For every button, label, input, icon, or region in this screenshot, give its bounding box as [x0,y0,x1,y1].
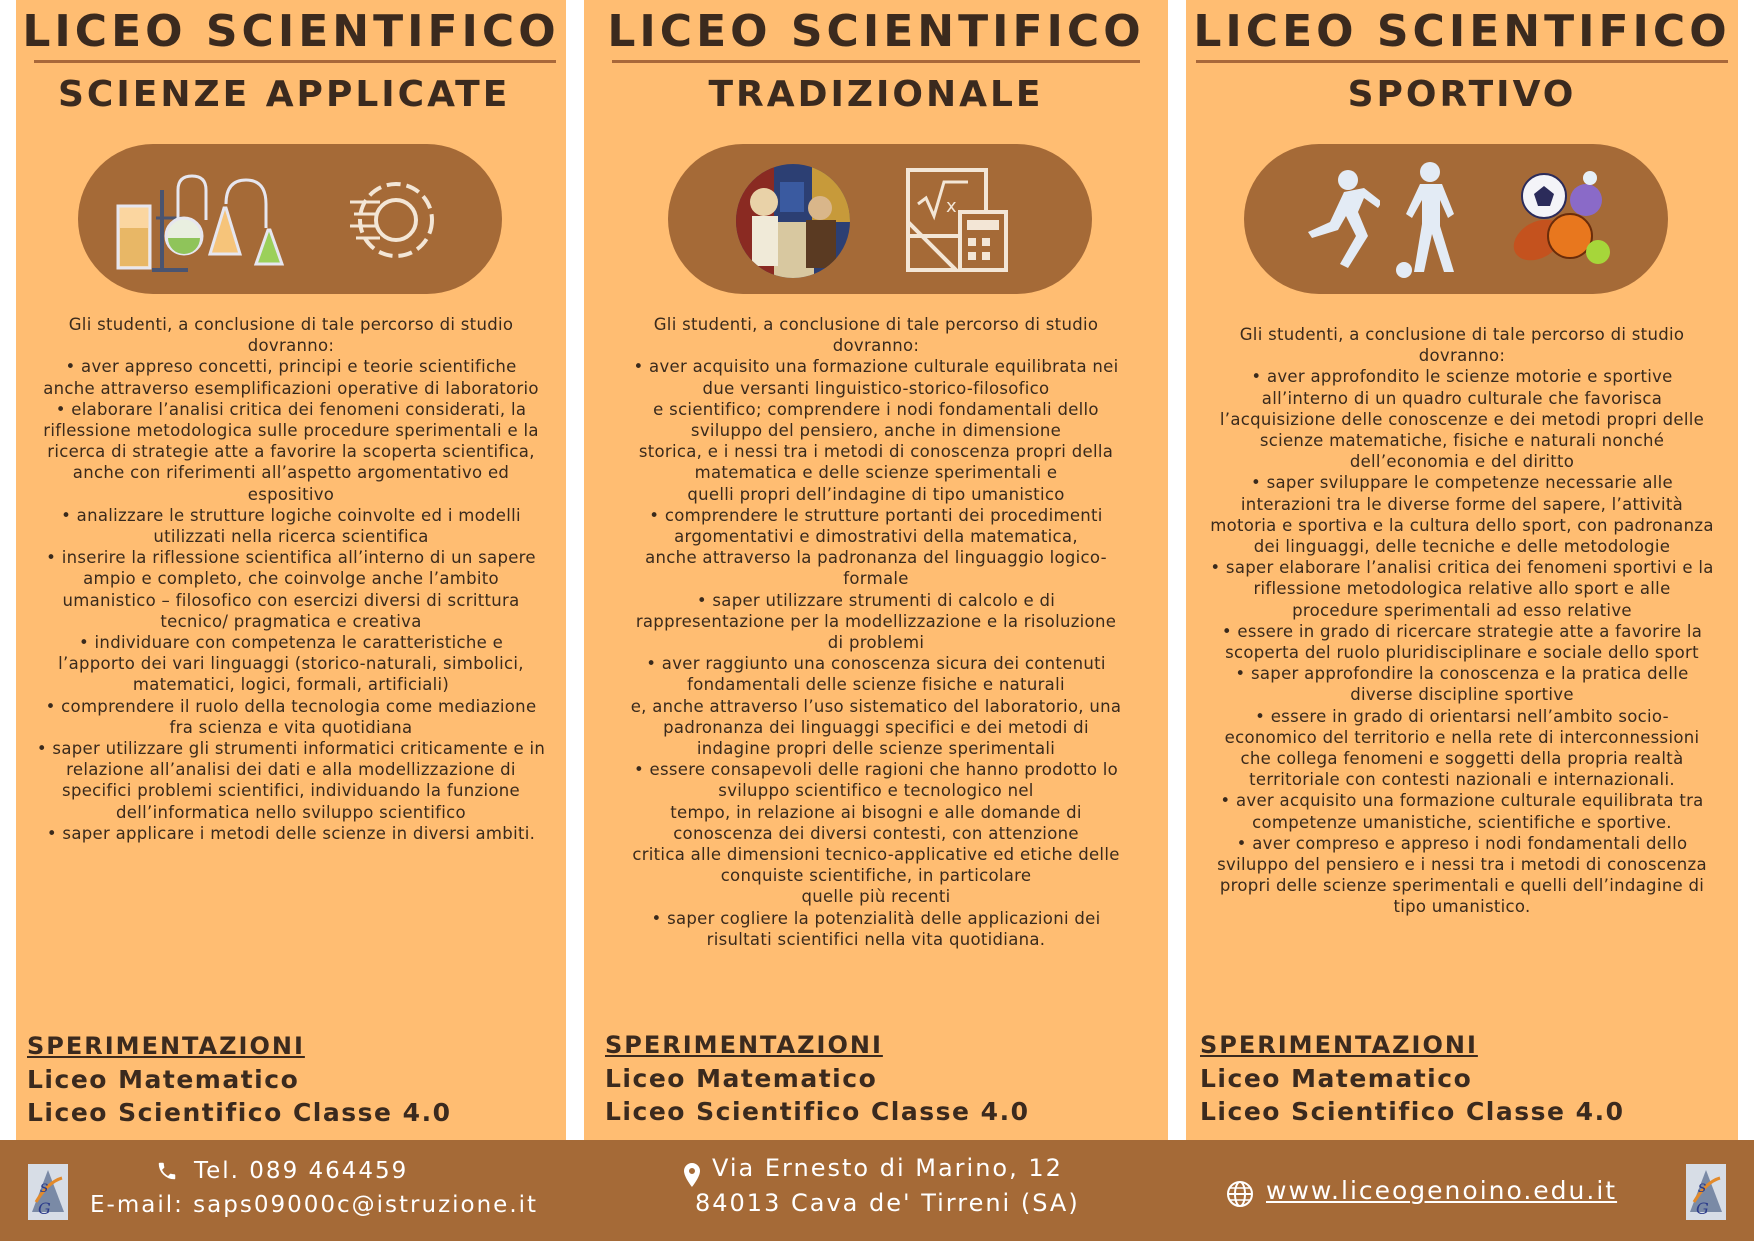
body-line: • saper elaborare l’analisi critica dei fenomeni sportivi e la [1210,558,1714,578]
body-line: procedure sperimentali ad esso relative [1292,600,1632,620]
school-logo-icon [26,1162,70,1222]
body-line: Gli studenti, a conclusione di tale percorso di studio [1239,325,1685,344]
body-line: • aver acquisito una formazione culturale equilibrata tra [1220,791,1704,811]
body-line: • essere in grado di orientarsi nell’ambito socio- [1255,706,1669,726]
body-line: dell’informatica nello sviluppo scientifico [116,802,466,822]
svg-text:s: s [1698,1177,1707,1196]
column-body [20,314,562,844]
laboratory-glassware-icon [116,166,296,274]
sperimentazione-item: Liceo Matematico [605,1064,878,1093]
svg-text:x: x [946,196,957,217]
sperimentazione-item: Liceo Scientifico Classe 4.0 [1200,1097,1625,1126]
body-line: relazione all’analisi dei dati e alla modellizzazione di [66,760,516,780]
sports-balls-icon [1508,170,1612,274]
icon-banner [78,144,502,294]
body-line: riflessione metodologica relative allo sport e alle [1253,579,1671,599]
body-line: Gli studenti, a conclusione di tale percorso di studio [653,315,1099,334]
phone-icon [156,1160,178,1182]
body-line: e, anche attraverso l’uso sistematico del laboratorio, una [630,696,1122,716]
body-line: di problemi [827,633,925,653]
footer-email[interactable]: E-mail: saps09000c@istruzione.it [90,1192,539,1218]
body-line: rappresentazione per la modellizzazione e la risoluzione [635,611,1117,631]
column-sportivo [1186,0,1738,1140]
body-line: fra scienza e vita quotidiana [169,717,413,737]
body-line: • essere in grado di ricercare strategie atte a favorire la [1221,621,1703,641]
body-line: quelle più recenti [801,887,951,907]
sperimentazioni-block [1200,1029,1624,1128]
body-line: dovranno: [832,336,920,356]
column-scienze-applicate [16,0,566,1140]
column-title: LICEO SCIENTIFICO [1193,6,1731,57]
location-pin-icon [682,1162,702,1188]
body-line: l’apporto dei vari linguaggi (storico-naturali, simbolici, [58,654,524,674]
body-line: interazioni tra le diverse forme del sapere, l’attività [1240,494,1684,514]
footer-website-link[interactable]: www.liceogenoino.edu.it [1266,1176,1618,1205]
column-body [584,314,1168,950]
svg-text:s: s [40,1177,49,1196]
body-line: storica, e i nessi tra i metodi di conoscenza propri della [638,442,1114,462]
footer-phone[interactable]: Tel. 089 464459 [194,1158,409,1184]
footer-address-line2: 84013 Cava de' Tirreni (SA) [695,1189,1080,1217]
sperimentazioni-block [27,1030,451,1129]
body-line: • saper utilizzare strumenti di calcolo e di [696,590,1056,610]
body-line: padronanza dei linguaggi specifici e dei metodi di [663,717,1089,737]
sperimentazione-item: Liceo Matematico [1200,1064,1473,1093]
runner-icon [1294,168,1380,278]
body-line: dovranno: [247,336,335,356]
body-line: e scientifico; comprendere i nodi fondamentali dello [653,399,1099,419]
body-line: economico del territorio e nella rete di interconnessioni [1224,727,1700,747]
body-line: tempo, in relazione ai bisogni e alle domande di [670,802,1082,822]
body-line: dei linguaggi, delle tecniche e delle metodologie [1253,537,1671,557]
body-line: Gli studenti, a conclusione di tale percorso di studio [68,315,514,334]
body-line: • saper approfondire la conoscenza e la pratica delle [1235,664,1689,684]
body-line: • individuare con competenza le caratteristiche e [78,633,504,653]
title-divider [1196,60,1728,63]
body-line: risultati scientifici nella vita quotidiana. [706,929,1046,949]
body-line: • analizzare le strutture logiche coinvolte ed i modelli [61,505,521,525]
body-line: riflessione metodologica sulle procedure sperimentali e la [43,421,539,441]
body-line: • aver appreso concetti, principi e teorie scientifiche [65,357,517,377]
body-line: • saper sviluppare le competenze necessarie alle [1251,473,1673,493]
body-line: competenze umanistiche, scientifiche e sportive. [1252,812,1672,832]
title-divider [34,60,556,63]
body-line: • comprendere le strutture portanti dei procedimenti [649,505,1103,525]
sperimentazione-item: Liceo Matematico [27,1065,300,1094]
column-title: LICEO SCIENTIFICO [607,6,1145,57]
body-line: • aver approfondito le scienze motorie e sportive [1251,367,1673,387]
gear-tech-icon [346,172,442,268]
globe-icon [1226,1180,1254,1208]
column-title: LICEO SCIENTIFICO [22,6,560,57]
body-line: ricerca di strategie atte a favorire la scoperta scientifica, [47,442,535,462]
sperimentazioni-block [605,1029,1029,1128]
contact-footer [0,1140,1754,1241]
column-tradizionale [584,0,1168,1140]
body-line: indagine propri delle scienze sperimentali [696,739,1056,759]
body-line: anche attraverso la padronanza del linguaggio logico- [645,548,1107,568]
column-subtitle: SCIENZE APPLICATE [58,74,511,115]
body-line: dovranno: [1418,346,1506,366]
classical-painting-icon [734,162,852,280]
body-line: conquiste scientifiche, in particolare [720,866,1032,886]
body-line: scienze matematiche, fisiche e naturali nonché [1259,431,1665,451]
body-line: diverse discipline sportive [1350,685,1574,705]
body-line: • aver compreso e appreso i nodi fondamentali dello [1236,833,1688,853]
body-line: matematici, logici, formali, artificiali) [132,675,450,695]
sperimentazioni-heading: SPERIMENTAZIONI [27,1032,305,1060]
math-tools-icon [904,166,1012,274]
column-subtitle: TRADIZIONALE [708,74,1044,115]
body-line: specifici problemi scientifici, individuando la funzione [62,781,520,801]
body-line: l’acquisizione delle conoscenze e dei metodi propri delle [1219,409,1705,429]
sperimentazioni-heading: SPERIMENTAZIONI [1200,1031,1478,1059]
body-line: che collega fenomeni e soggetti della propria realtà [1240,749,1684,769]
body-line: sviluppo del pensiero e i nessi tra i metodi di conoscenza [1217,855,1707,875]
column-body [1186,324,1738,918]
body-line: critica alle dimensioni tecnico-applicative ed etiche delle [632,845,1120,865]
body-line: tecnico/ pragmatica e creativa [160,611,422,631]
body-line: all’interno di un quadro culturale che favorisca [1261,388,1663,408]
body-line: umanistico – filosofico con esercizi diversi di scrittura [62,590,520,610]
body-line: argomentativi e dimostrativi della matematica, [674,527,1078,547]
body-line: • comprendere il ruolo della tecnologia come mediazione [45,696,537,716]
body-line: territoriale con contesti nazionali e internazionali. [1249,770,1675,790]
svg-text:G: G [1696,1199,1709,1218]
body-line: motoria e sportiva e la cultura dello sport, con padronanza [1210,515,1714,535]
footer-address-line1: Via Ernesto di Marino, 12 [712,1154,1063,1182]
sperimentazione-item: Liceo Scientifico Classe 4.0 [27,1098,452,1127]
body-line: conoscenza dei diversi contesti, con attenzione [673,823,1079,843]
body-line: • aver acquisito una formazione culturale equilibrata nei [633,357,1119,377]
soccer-player-icon [1390,162,1478,280]
body-line: • saper applicare i metodi delle scienze in diversi ambiti. [46,823,536,843]
body-line: scoperta del ruolo pluridisciplinare e sociale dello sport [1225,643,1699,663]
body-line: anche con riferimenti all’aspetto argomentativo ed [72,463,510,483]
body-line: formale [843,569,909,589]
body-line: • saper utilizzare gli strumenti informatici criticamente e in [36,739,546,759]
body-line: quelli propri dell’indagine di tipo umanistico [687,484,1065,504]
sperimentazione-item: Liceo Scientifico Classe 4.0 [605,1097,1030,1126]
body-line: • saper cogliere la potenzialità delle applicazioni dei [651,908,1101,928]
body-line: ampio e completo, che coinvolge anche l’ambito [83,569,499,589]
body-line: fondamentali delle scienze fisiche e naturali [687,675,1065,695]
body-line: espositivo [247,484,335,504]
body-line: propri delle scienze sperimentali e quelli dell’indagine di [1219,876,1705,896]
body-line: anche attraverso esemplificazioni operative di laboratorio [43,378,539,398]
icon-banner [1244,144,1668,294]
sperimentazioni-heading: SPERIMENTAZIONI [605,1031,883,1059]
icon-banner [668,144,1092,294]
body-line: sviluppo scientifico e tecnologico nel [718,781,1034,801]
body-line: • inserire la riflessione scientifica all’interno di un sapere [46,548,536,568]
body-line: sviluppo del pensiero, anche in dimensione [690,421,1062,441]
body-line: • elaborare l’analisi critica dei fenomeni considerati, la [55,399,527,419]
column-subtitle: SPORTIVO [1347,74,1577,115]
body-line: dell’economia e del diritto [1349,452,1575,472]
school-logo-icon [1684,1162,1728,1222]
body-line: • aver raggiunto una conoscenza sicura dei contenuti [646,654,1106,674]
body-line: tipo umanistico. [1393,897,1531,917]
title-divider [612,60,1140,63]
body-line: matematica e delle scienze sperimentali e [694,463,1058,483]
body-line: utilizzati nella ricerca scientifica [153,527,429,547]
body-line: • essere consapevoli delle ragioni che hanno prodotto lo [633,760,1119,780]
body-line: due versanti linguistico-storico-filosofico [702,378,1050,398]
svg-text:G: G [38,1199,51,1218]
